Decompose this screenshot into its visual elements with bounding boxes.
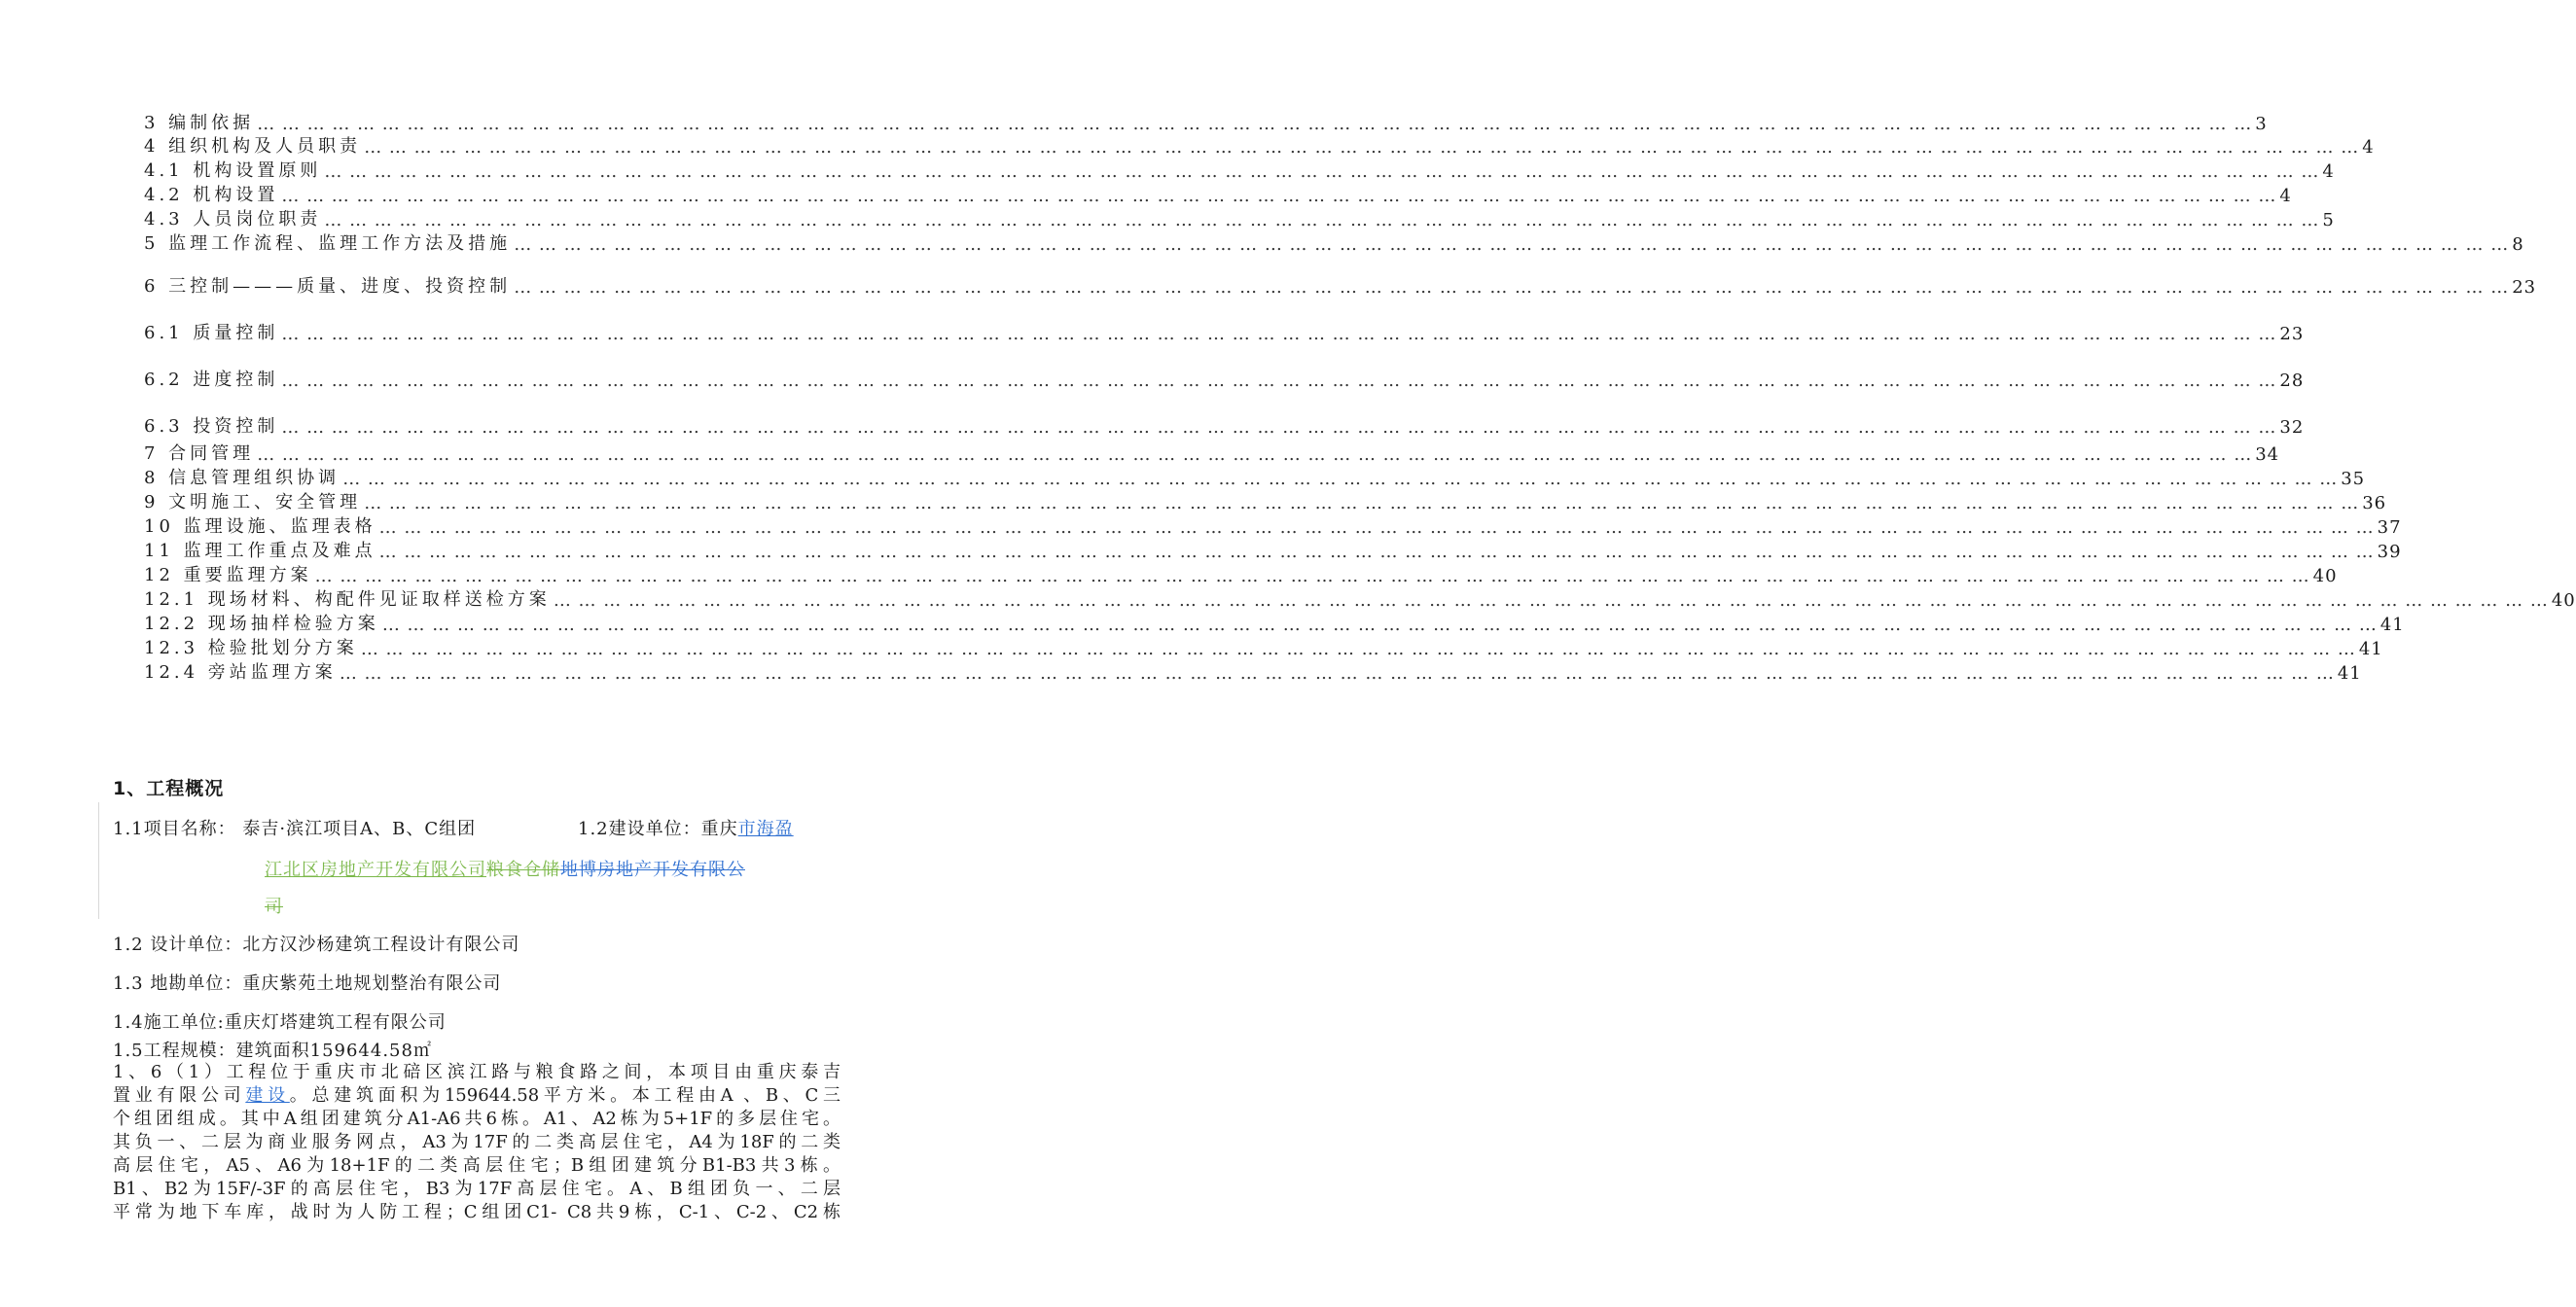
toc-entry[interactable] xyxy=(144,466,2366,489)
toc-entry-title: 4.3 人员岗位职责 xyxy=(144,209,322,230)
toc-entry-page: 3 xyxy=(2255,114,2268,134)
toc-entry-page: 23 xyxy=(2512,277,2537,298)
toc-entry-page: 28 xyxy=(2279,371,2305,391)
toc-entry-page: 34 xyxy=(2255,444,2280,465)
toc-entry-title: 12.1 现场材料、构配件见证取样送检方案 xyxy=(144,589,551,610)
toc-entry-page: 23 xyxy=(2279,324,2305,344)
desc-insertion: 建设 xyxy=(245,1085,290,1106)
toc-entry-title: 6.3 投资控制 xyxy=(144,416,279,437)
toc-entry-title: 5 监理工作流程、监理工作方法及措施 xyxy=(144,233,512,254)
owner-deletion-3: 司 xyxy=(265,897,283,917)
desc-line: 其负一、二层为商业服务网点，A3为17F的二类高层住宅，A4为18F的二类 xyxy=(113,1132,841,1152)
toc-leader-dots: … … … … … … … … … … … … … … … … … … … … … … … … … … … … … … … … … … … … … … … … … … … … … … … … … … … … … … … … … … … … … … … … … … … … … … … … … … … … … … … … xyxy=(378,542,2375,562)
toc-entry[interactable] xyxy=(144,274,2537,298)
toc-entry[interactable] xyxy=(144,159,2335,182)
toc-entry[interactable] xyxy=(144,514,2402,538)
toc-leader-dots: … … … … … … … … … … … … … … … … … … … … … … … … … … … … … … … … … … … … … … … … … … … … … … … … … … … … … … … … … … … … … … … … … … … … … … … … … … … … … … … … xyxy=(378,517,2375,538)
toc-leader-dots: … … … … … … … … … … … … … … … … … … … … … … … … … … … … … … … … … … … … … … … … … … … … … … … … … … … … … … … … … … … … … … … … … … … … … … … … … … … … … … … … xyxy=(324,210,2320,230)
desc-line: 置业有限公司建设。总建筑面积为159644.58平方米。本工程由A 、B、C三 xyxy=(113,1085,841,1106)
toc-entry-title: 9 文明施工、安全管理 xyxy=(144,492,362,512)
owner-insertion-2: 江北区房地产开发有限公司 xyxy=(265,860,486,880)
toc-entry-title: 8 信息管理组织协调 xyxy=(144,468,340,488)
toc-entry[interactable] xyxy=(144,231,2524,255)
toc-entry[interactable] xyxy=(144,111,2268,134)
toc-leader-dots: … … … … … … … … … … … … … … … … … … … … … … … … … … … … … … … … … … … … … … … … … … … … … … … … … … … … … … … … … … … … … … … … … … … … … … … … … … … … … … … … xyxy=(381,615,2378,635)
toc-entry[interactable] xyxy=(144,660,2362,684)
toc-entry-page: 4 xyxy=(2322,161,2335,182)
toc-entry-title: 12.3 检验批划分方案 xyxy=(144,638,358,658)
toc-leader-dots: … … … … … … … … … … … … … … … … … … … … … … … … … … … … … … … … … … … … … … … … … … … … … … … … … … … … … … … … … … … … … … … … … … … … … … … … … … … … … … … … xyxy=(342,469,2339,489)
toc-leader-dots: … … … … … … … … … … … … … … … … … … … … … … … … … … … … … … … … … … … … … … … … … … … … … … … … … … … … … … … … … … … … … … … … … … … … … … … … … … … … … … … … xyxy=(281,324,2277,344)
toc-entry-title: 6.2 进度控制 xyxy=(144,370,279,390)
toc-entry[interactable] xyxy=(144,636,2383,659)
toc-entry[interactable] xyxy=(144,539,2402,562)
toc-leader-dots: … … … … … … … … … … … … … … … … … … … … … … … … … … … … … … … … … … … … … … … … … … … … … … … … … … … … … … … … … … … … … … … … … … … … … … … … … … … … … … … … xyxy=(324,161,2320,182)
owner-label: 1.2建设单位： xyxy=(578,819,701,839)
project-scale: 1.5工程规模：建筑面积159644.58㎡ xyxy=(113,1041,432,1061)
owner-line xyxy=(578,815,794,840)
toc-entry[interactable] xyxy=(144,442,2280,465)
toc-entry-title: 6 三控制———质量、进度、投资控制 xyxy=(144,276,512,297)
toc-leader-dots: … … … … … … … … … … … … … … … … … … … … … … … … … … … … … … … … … … … … … … … … … … … … … … … … … … … … … … … … … … … … … … … … … … … … … … … … … … … … … … … … xyxy=(314,566,2310,586)
design-unit: 1.2 设计单位：北方汉沙杨建筑工程设计有限公司 xyxy=(113,935,520,955)
toc-entry[interactable] xyxy=(144,134,2375,158)
owner-line-2 xyxy=(265,856,745,881)
toc-entry[interactable] xyxy=(144,414,2305,438)
toc-entry-page: 8 xyxy=(2512,234,2524,255)
toc-entry-title: 11 监理工作重点及难点 xyxy=(144,541,376,561)
desc-line: 个组团组成。其中A组团建筑分A1-A6共6栋。A1、A2栋为5+1F的多层住宅。 xyxy=(113,1109,841,1129)
toc-entry-title: 7 合同管理 xyxy=(144,443,255,464)
toc-leader-dots: … … … … … … … … … … … … … … … … … … … … … … … … … … … … … … … … … … … … … … … … … … … … … … … … … … … … … … … … … … … … … … … … … … … … … … … … … … … … … … … … xyxy=(281,186,2277,206)
construction-unit: 1.4施工单位:重庆灯塔建筑工程有限公司 xyxy=(113,1012,447,1033)
toc-leader-dots: … … … … … … … … … … … … … … … … … … … … … … … … … … … … … … … … … … … … … … … … … … … … … … … … … … … … … … … … … … … … … … … … … … … … … … … … … … … … … … … … xyxy=(364,493,2360,513)
toc-entry-page: 41 xyxy=(2358,639,2383,659)
toc-entry-title: 4.1 机构设置原则 xyxy=(144,160,322,181)
toc-entry[interactable] xyxy=(144,563,2338,586)
toc-entry-title: 3 编制依据 xyxy=(144,113,255,133)
project-name-label: 1.1项目名称： xyxy=(113,819,236,839)
toc-entry[interactable] xyxy=(144,612,2405,635)
toc-entry-page: 40 xyxy=(2312,566,2338,586)
toc-entry[interactable] xyxy=(144,207,2335,230)
toc-entry-title: 12.2 现场抽样检验方案 xyxy=(144,614,379,634)
toc-entry[interactable] xyxy=(144,587,2576,611)
toc-entry-title: 10 监理设施、监理表格 xyxy=(144,516,376,537)
toc-leader-dots: … … … … … … … … … … … … … … … … … … … … … … … … … … … … … … … … … … … … … … … … … … … … … … … … … … … … … … … … … … … … … … … … … … … … … … … … … … … … … … … … xyxy=(281,417,2277,438)
toc-entry-title: 4 组织机构及人员职责 xyxy=(144,136,362,157)
toc-entry-page: 4 xyxy=(2279,186,2292,206)
toc-entry-page: 40 xyxy=(2551,590,2576,611)
section-heading: 1、工程概况 xyxy=(113,778,225,799)
toc-entry-page: 37 xyxy=(2377,517,2402,538)
owner-deletion-2: 地博房地产开发有限公 xyxy=(560,860,745,880)
toc-leader-dots: … … … … … … … … … … … … … … … … … … … … … … … … … … … … … … … … … … … … … … … … … … … … … … … … … … … … … … … … … … … … … … … … … … … … … … … … … … … … … … … … xyxy=(360,639,2356,659)
toc-entry-title: 12.4 旁站监理方案 xyxy=(144,662,337,683)
toc-entry[interactable] xyxy=(144,368,2305,391)
toc-entry-page: 4 xyxy=(2362,137,2375,158)
toc-leader-dots: … … … … … … … … … … … … … … … … … … … … … … … … … … … … … … … … … … … … … … … … … … … … … … … … … … … … … … … … … … … … … … … … … … … … … … … … … … … … … … … … xyxy=(514,234,2510,255)
toc-leader-dots: … … … … … … … … … … … … … … … … … … … … … … … … … … … … … … … … … … … … … … … … … … … … … … … … … … … … … … … … … … … … … … … … … … … … … … … … … … … … … … … … xyxy=(364,137,2360,158)
desc-line: B1、B2为15F/-3F的高层住宅，B3为17F高层住宅。A、B组团负一、二层 xyxy=(113,1179,841,1199)
toc-leader-dots: … … … … … … … … … … … … … … … … … … … … … … … … … … … … … … … … … … … … … … … … … … … … … … … … … … … … … … … … … … … … … … … … … … … … … … … … … … … … … … … … xyxy=(514,277,2510,298)
toc-entry-title: 4.2 机构设置 xyxy=(144,185,279,205)
desc-line: 1、6（1）工程位于重庆市北碚区滨江路与粮食路之间，本项目由重庆泰吉 xyxy=(113,1062,841,1082)
toc-leader-dots: … … … … … … … … … … … … … … … … … … … … … … … … … … … … … … … … … … … … … … … … … … … … … … … … … … … … … … … … … … … … … … … … … … … … … … … … … … … … … … … … xyxy=(281,371,2277,391)
project-name-line xyxy=(113,815,476,840)
toc-leader-dots: … … … … … … … … … … … … … … … … … … … … … … … … … … … … … … … … … … … … … … … … … … … … … … … … … … … … … … … … … … … … … … … … … … … … … … … … … … … … … … … … xyxy=(257,114,2253,134)
toc-entry-page: 5 xyxy=(2322,210,2335,230)
toc-entry-title: 12 重要监理方案 xyxy=(144,565,312,585)
desc-line: 高层住宅，A5、A6为18+1F的二类高层住宅；B组团建筑分B1-B3共3栋。 xyxy=(113,1155,841,1176)
toc-entry-title: 6.1 质量控制 xyxy=(144,323,279,343)
toc-entry[interactable] xyxy=(144,183,2292,206)
toc-entry-page: 41 xyxy=(2379,615,2405,635)
toc-entry-page: 39 xyxy=(2377,542,2402,562)
owner-insertion: 市海盈 xyxy=(737,819,794,839)
owner-line-3 xyxy=(265,893,283,918)
toc-leader-dots: … … … … … … … … … … … … … … … … … … … … … … … … … … … … … … … … … … … … … … … … … … … … … … … … … … … … … … … … … … … … … … … … … … … … … … … … … … … … … … … … xyxy=(257,444,2253,465)
owner-deletion-1: 粮食仓储 xyxy=(486,860,560,880)
toc-entry[interactable] xyxy=(144,490,2387,513)
owner-prefix: 重庆 xyxy=(700,819,738,839)
revision-bar xyxy=(98,802,99,919)
desc-line: 平常为地下车库，战时为人防工程；C组团C1- C8共9栋，C-1、C-2、C2栋 xyxy=(113,1202,841,1222)
toc-entry[interactable] xyxy=(144,321,2305,344)
toc-entry-page: 36 xyxy=(2362,493,2387,513)
toc-entry-page: 41 xyxy=(2337,663,2362,684)
survey-unit: 1.3 地勘单位：重庆紫苑土地规划整治有限公司 xyxy=(113,973,502,994)
toc-entry-page: 32 xyxy=(2279,417,2305,438)
toc-entry-page: 35 xyxy=(2341,469,2366,489)
toc-leader-dots: … … … … … … … … … … … … … … … … … … … … … … … … … … … … … … … … … … … … … … … … … … … … … … … … … … … … … … … … … … … … … … … … … … … … … … … … … … … … … … … … xyxy=(553,590,2549,611)
toc-leader-dots: … … … … … … … … … … … … … … … … … … … … … … … … … … … … … … … … … … … … … … … … … … … … … … … … … … … … … … … … … … … … … … … … … … … … … … … … … … … … … … … … xyxy=(339,663,2335,684)
project-name-value: 泰吉·滨江项目A、B、C组团 xyxy=(242,819,477,839)
project-description xyxy=(113,1061,841,1224)
